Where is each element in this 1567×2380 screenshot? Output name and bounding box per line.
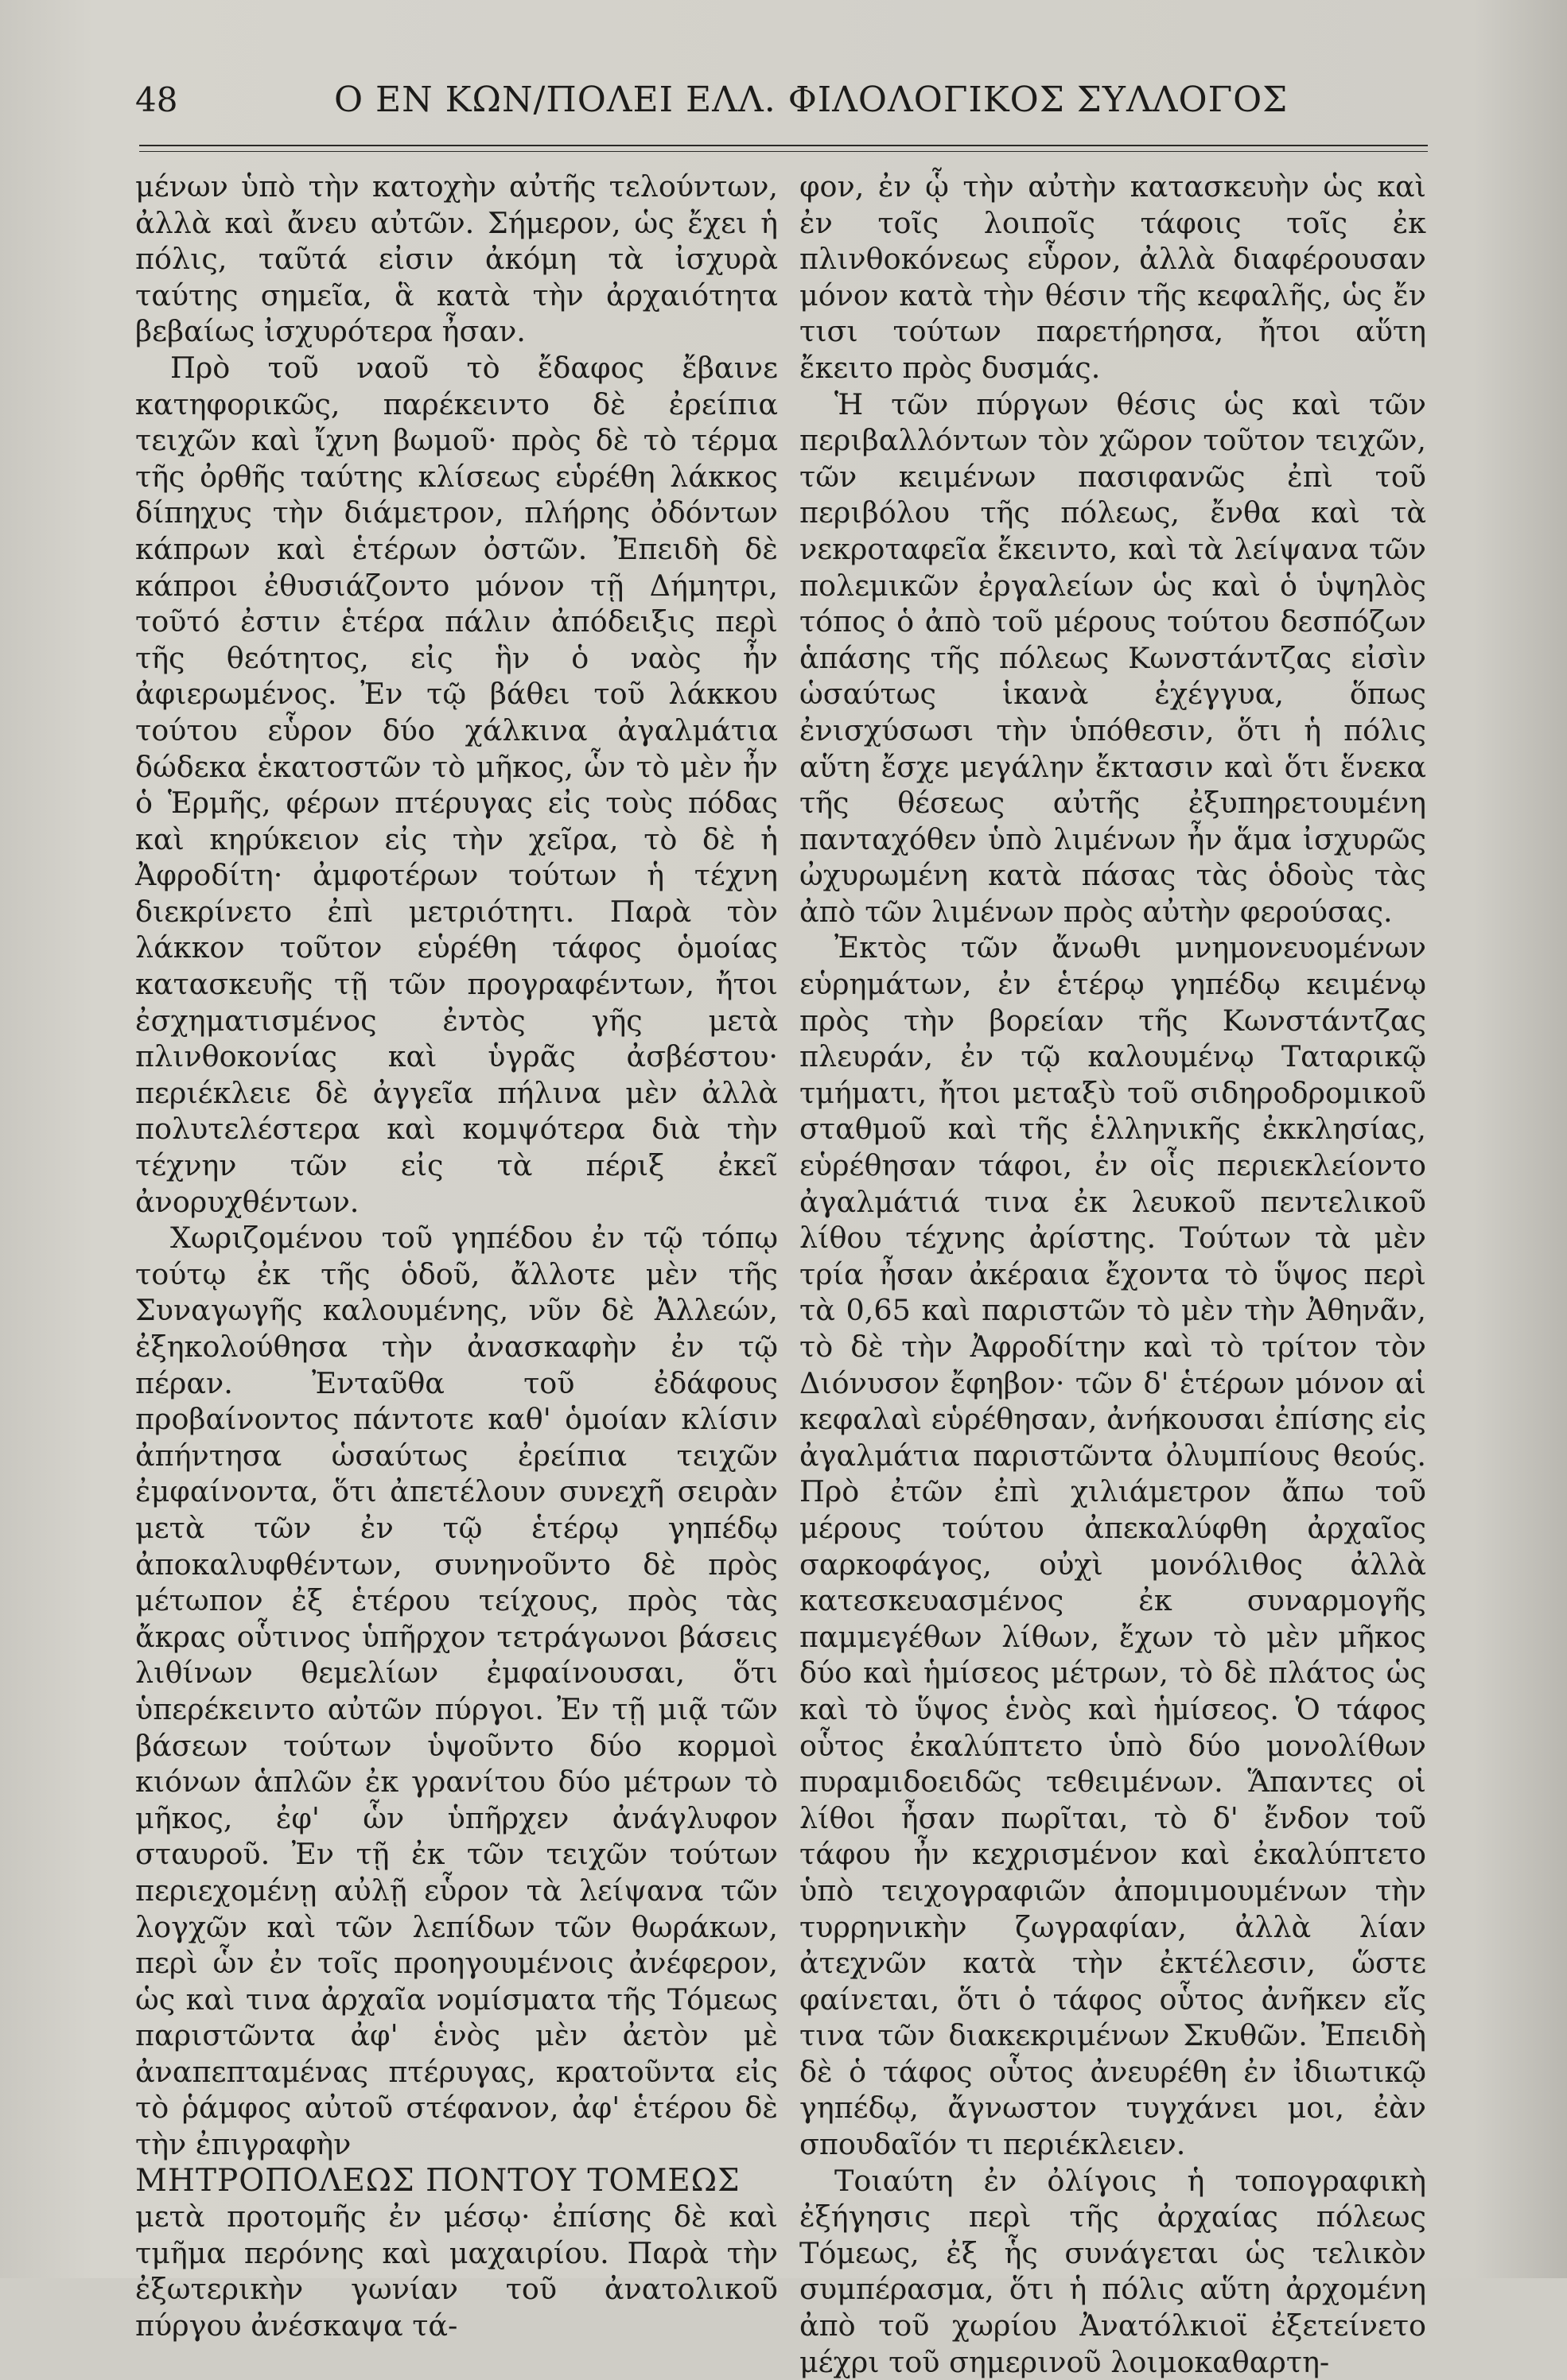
page-number: 48 [135,80,178,119]
paragraph: Χωριζομένου τοῦ γηπέδου ἐν τῷ τόπῳ τούτῳ ἐκ τῆς ὁδοῦ, ἄλλοτε μὲν τῆς Συναγωγῆς καλουμένης, νῦν δὲ Ἀλλεών, ἐξηκολούθησα τὴν ἀνασκαφὴν ἐν τῷ πέραν. Ἐνταῦθα τοῦ ἐδάφους προβαίνοντος πάντοτε καθ' ὁμοίαν κλίσιν ἀπήντησα ὡσαύτως ἐρείπια τειχῶν ἐμφαίνοντα, ὅτι ἀπετέλουν συνεχῆ σειρὰν μετὰ τῶν ἐν τῷ ἑτέρῳ γηπέδῳ ἀποκαλυφθέντων, συνηνοῦντο δὲ πρὸς μέτωπον ἐξ ἑτέρου τείχους, πρὸς τὰς ἄκρας οὗτινος ὑπῆρχον τετράγωνοι βάσεις λιθίνων θεμελίων ἐμφαίνουσαι, ὅτι ὑπερέκειντο αὐτῶν πύργοι. Ἐν τῇ μιᾷ τῶν βάσεων τούτων ὑψοῦντο δύο κορμοὶ κιόνων ἁπλῶν ἐκ γρανίτου δύο μέτρων τὸ μῆκος, ἐφ' ὧν ὑπῆρχεν ἀνάγλυφον σταυροῦ. Ἐν τῇ ἐκ τῶν τειχῶν τούτων περιεχομένῃ αὐλῇ εὗρον τὰ λείψανα τῶν λογχῶν καὶ τῶν λεπίδων τῶν θωράκων, περὶ ὧν ἐν τοῖς προηγουμένοις ἀνέφερον, ὡς καὶ τινα ἀρχαῖα νομίσματα τῆς Τόμεως παριστῶντα ἀφ' ἑνὸς μὲν ἀετὸν μὲ ἀναπεπταμένας πτέρυγας, κρατοῦντα εἰς τὸ ῥάμφος αὐτοῦ στέφανον, ἀφ' ἑτέρου δὲ τὴν ἐπιγραφὴν [135,1221,778,2162]
running-title: Ο ΕΝ ΚΩΝ/ΠΟΛΕΙ ΕΛΛ. ΦΙΛΟΛΟΓΙΚΟΣ ΣΥΛΛΟΓΟΣ [334,80,1289,120]
paragraph: μένων ὑπὸ τὴν κατοχὴν αὐτῆς τελούντων, ἀλλὰ καὶ ἄνευ αὐτῶν. Σήμερον, ὡς ἔχει ἡ πόλις, ταῦτά εἰσιν ἀκόμη τὰ ἰσχυρὰ ταύτης σημεῖα, ἃ κατὰ τὴν ἀρχαιότητα βεβαίως ἰσχυρότερα ἦσαν. [135,169,778,349]
paragraph: Ἐκτὸς τῶν ἄνωθι μνημονευομένων εὑρημάτων, ἐν ἑτέρῳ γηπέδῳ κειμένῳ πρὸς τὴν βορείαν τῆς Κωνστάντζας πλευράν, ἐν τῷ καλουμένῳ Ταταρικῷ τμήματι, ἤτοι μεταξὺ τοῦ σιδηροδρομικοῦ σταθμοῦ καὶ τῆς ἑλληνικῆς ἐκκλησίας, εὑρέθησαν τάφοι, ἐν οἷς περιεκλείοντο ἀγαλμάτιά τινα ἐκ λευκοῦ πεντελικοῦ λίθου τέχνης ἀρίστης. Τούτων τὰ μὲν τρία ἦσαν ἀκέραια ἔχοντα τὸ ὕψος περὶ τὰ 0,65 καὶ παριστῶν τὸ μὲν τὴν Ἀθηνᾶν, τὸ δὲ τὴν Ἀφροδίτην καὶ τὸ τρίτον τὸν Διόνυσον ἔφηβον· τῶν δ' ἑτέρων μόνον αἱ κεφαλαὶ εὑρέθησαν, ἀνήκουσαι ἐπίσης εἰς ἀγαλμάτια παριστῶντα ὀλυμπίους θεούς. Πρὸ ἐτῶν ἐπὶ χιλιάμετρον ἄπω τοῦ μέρους τούτου ἀπεκαλύφθη ἀρχαῖος σαρκοφάγος, οὐχὶ μονόλιθος ἀλλὰ κατεσκευασμένος ἐκ συναρμογῆς παμμεγέθων λίθων, ἔχων τὸ μὲν μῆκος δύο καὶ ἡμίσεος μέτρων, τὸ δὲ πλάτος ὡς καὶ τὸ ὕψος ἑνὸς καὶ ἡμίσεος. Ὁ τάφος οὗτος ἐκαλύπτετο ὑπὸ δύο μονολίθων πυραμιδοειδῶς τεθειμένων. Ἅπαντες οἱ λίθοι ἦσαν πωρῖται, τὸ δ' ἔνδον τοῦ τάφου ἦν κεχρισμένον καὶ ἐκαλύπτετο ὑπὸ τειχογραφιῶν ἀπομιμουμένων τὴν τυρρηνικὴν ζωγραφίαν, ἀλλὰ λίαν ἀτεχνῶν κατὰ τὴν ἐκτέλεσιν, ὥστε φαίνεται, ὅτι ὁ τάφος οὗτος ἀνῆκεν εἴς τινα τῶν διακεκριμένων Σκυθῶν. Ἐπειδὴ δὲ ὁ τάφος οὗτος ἀνευρέθη ἐν ἰδιωτικῷ γηπέδῳ, ἄγνωστον τυγχάνει μοι, ἐὰν σπουδαῖόν τι περιέκλειεν. [799,930,1426,2162]
paragraph: Τοιαύτη ἐν ὀλίγοις ἡ τοπογραφικὴ ἐξήγησις περὶ τῆς ἀρχαίας πόλεως Τόμεως, ἐξ ἧς συνάγεται ὡς τελικὸν συμπέρασμα, ὅτι ἡ πόλις αὕτη ἀρχομένη ἀπὸ τοῦ χωρίου Ἀνατόλκιοϊ ἐξετείνετο μέχρι τοῦ σημερινοῦ λοιμοκαθαρτη- [799,2163,1426,2379]
paragraph: Πρὸ τοῦ ναοῦ τὸ ἔδαφος ἔβαινε κατηφορικῶς, παρέκειντο δὲ ἐρείπια τειχῶν καὶ ἴχνη βωμοῦ· πρὸς δὲ τὸ τέρμα τῆς ὀρθῆς ταύτης κλίσεως εὑρέθη λάκκος δίπηχυς τὴν διάμετρον, πλήρης ὀδόντων κάπρων καὶ ἑτέρων ὀστῶν. Ἐπειδὴ δὲ κάπροι ἐθυσιάζοντο μόνον τῇ Δήμητρι, τοῦτό ἐστιν ἑτέρα πάλιν ἀπόδειξις περὶ τῆς θεότητος, εἰς ἣν ὁ ναὸς ἦν ἀφιερωμένος. Ἐν τῷ βάθει τοῦ λάκκου τούτου εὗρον δύο χάλκινα ἀγαλμάτια δώδεκα ἑκατοστῶν τὸ μῆκος, ὧν τὸ μὲν ἦν ὁ Ἑρμῆς, φέρων πτέρυγας εἰς τοὺς πόδας καὶ κηρύκειον εἰς τὴν χεῖρα, τὸ δὲ ἡ Ἀφροδίτη· ἀμφοτέρων τούτων ἡ τέχνη διεκρίνετο ἐπὶ μετριότητι. Παρὰ τὸν λάκκον τοῦτον εὑρέθη τάφος ὁμοίας κατασκευῆς τῇ τῶν προγραφέντων, ἤτοι ἐσχηματισμένος ἐντὸς γῆς μετὰ πλινθοκονίας καὶ ὑγρᾶς ἀσβέστου· περιέκλειε δὲ ἀγγεῖα πήλινα μὲν ἀλλὰ πολυτελέστερα καὶ κομψότερα διὰ τὴν τέχνην τῶν εἰς τὰ πέριξ ἐκεῖ ἀνορυχθέντων. [135,350,778,1219]
coin-inscription: ΜΗΤΡΟΠΟΛΕΩΣ ΠΟΝΤΟΥ ΤΟΜΕΩΣ [135,2162,741,2199]
header-rule-thin [139,151,1428,152]
paragraph: φον, ἐν ᾧ τὴν αὐτὴν κατασκευὴν ὡς καὶ ἐν τοῖς λοιποῖς τάφοις τοῖς ἐκ πλινθοκόνεως εὗρον, ἀλλὰ διαφέρουσαν μόνον κατὰ τὴν θέσιν τῆς κεφαλῆς, ὡς ἔν τισι τούτων παρετήρησα, ἤτοι αὕτη ἔκειτο πρὸς δυσμάς. [799,169,1426,385]
right-column [799,169,1426,2380]
paragraph-continuation: μετὰ προτομῆς ἐν μέσῳ· ἐπίσης δὲ καὶ τμῆμα περόνης καὶ μαχαιρίου. Παρὰ τὴν ἐξωτερικὴν γωνίαν τοῦ ἀνατολικοῦ πύργου ἀνέσκαψα τά- [135,2199,778,2343]
page-header [135,80,1424,135]
left-column [135,169,778,2344]
paragraph: Ἡ τῶν πύργων θέσις ὡς καὶ τῶν περιβαλλόντων τὸν χῶρον τοῦτον τειχῶν, τῶν κειμένων πασιφανῶς ἐπὶ τοῦ περιβόλου τῆς πόλεως, ἔνθα καὶ τὰ νεκροταφεῖα ἔκειντο, καὶ τὰ λείψανα τῶν πολεμικῶν ἐργαλείων ὡς καὶ ὁ ὑψηλὸς τόπος ὁ ἀπὸ τοῦ μέρους τούτου δεσπόζων ἁπάσης τῆς πόλεως Κωνστάντζας εἰσὶν ὡσαύτως ἱκανὰ ἐχέγγυα, ὅπως ἐνισχύσωσι τὴν ὑπόθεσιν, ὅτι ἡ πόλις αὕτη ἔσχε μεγάλην ἔκτασιν καὶ ὅτι ἕνεκα τῆς θέσεως αὐτῆς ἐξυπηρετουμένη πανταχόθεν ὑπὸ λιμένων ἦν ἅμα ἰσχυρῶς ὠχυρωμένη κατὰ πάσας τὰς ὁδοὺς τὰς ἀπὸ τῶν λιμένων πρὸς αὐτὴν φερούσας. [799,386,1426,929]
header-rule [139,145,1428,146]
